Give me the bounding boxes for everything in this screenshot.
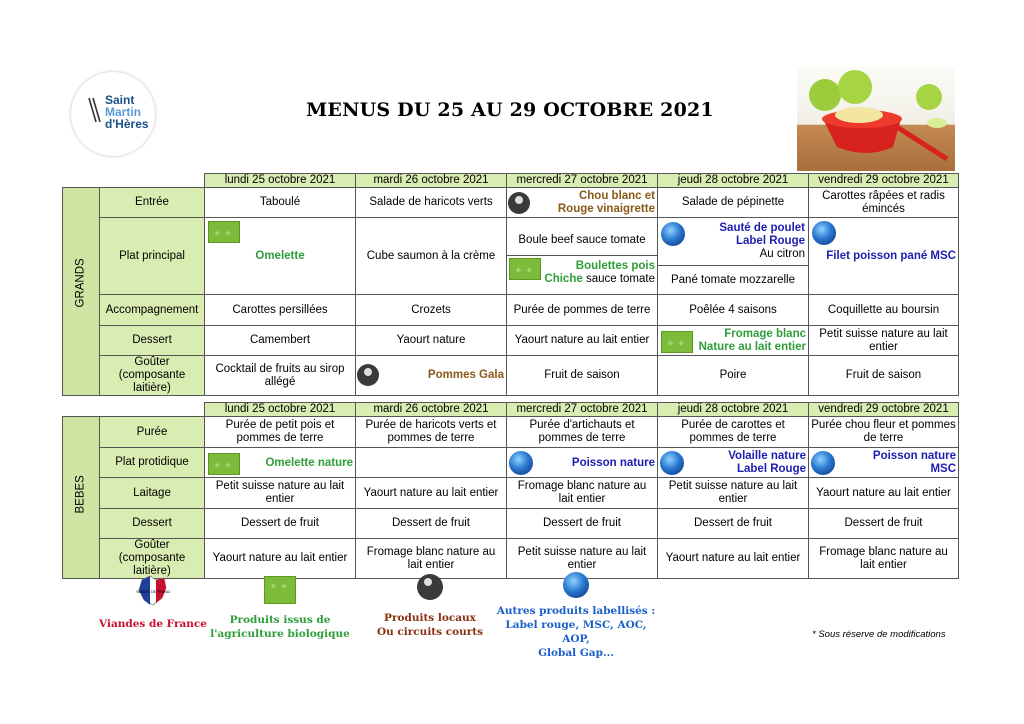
menu-cell — [658, 448, 809, 478]
grands-plat-row — [63, 218, 959, 295]
menu-cell: Fromage blanc nature au lait entier — [507, 478, 658, 509]
organic-label-icon — [661, 331, 693, 353]
day-header: mardi 26 octobre 2021 — [356, 174, 507, 188]
menu-cell: Purée de petit pois et pommes de terre — [205, 417, 356, 448]
menu-cell: Yaourt nature au lait entier — [507, 326, 658, 356]
bebes-laitage-row — [63, 478, 959, 509]
day-header: jeudi 28 octobre 2021 — [658, 403, 809, 417]
menu-item-text: Nature au lait entier — [698, 340, 806, 353]
menu-cell — [658, 326, 809, 356]
menu-cell: Purée d'artichauts et pommes de terre — [507, 417, 658, 448]
day-header: vendredi 29 octobre 2021 — [809, 403, 959, 417]
legend-text: Label rouge, MSC, AOC, AOP, — [505, 619, 647, 645]
menu-cell: Fromage blanc nature au lait entier — [809, 539, 959, 579]
label-quality-icon — [660, 451, 684, 475]
menu-cell: Poêlée 4 saisons — [658, 295, 809, 326]
menu-cell: Carottes persillées — [205, 295, 356, 326]
organic-label-icon — [208, 453, 240, 475]
label-quality-icon — [812, 221, 836, 245]
menu-cell: Fruit de saison — [507, 356, 658, 396]
menu-cell — [809, 218, 959, 295]
menu-cell — [658, 218, 809, 295]
row-label — [100, 539, 205, 579]
menu-cell: Yaourt nature au lait entier — [809, 478, 959, 509]
menu-cell: Dessert de fruit — [205, 509, 356, 539]
menu-cell: Cube saumon à la crème — [356, 218, 507, 295]
row-label: Dessert — [100, 509, 205, 539]
menu-item-text: MSC — [930, 462, 956, 475]
menu-subcell — [507, 255, 657, 295]
label-quality-icon — [509, 451, 533, 475]
page-title: MENUS DU 25 AU 29 OCTOBRE 2021 — [306, 99, 714, 121]
menu-cell: Camembert — [205, 326, 356, 356]
menu-item-text: Boule beef sauce tomate — [518, 233, 646, 246]
logo-stripes-icon — [88, 96, 102, 124]
legend-text: Produits issus de — [229, 614, 331, 626]
menu-cell: Yaourt nature au lait entier — [356, 478, 507, 509]
menu-cell — [507, 188, 658, 218]
apple-photo — [797, 67, 955, 171]
menu-cell — [205, 218, 356, 295]
legend-organic — [210, 576, 350, 641]
day-header: vendredi 29 octobre 2021 — [809, 174, 959, 188]
section-text: GRANDS — [74, 258, 87, 308]
menu-item-text: Omelette — [255, 249, 305, 262]
day-header: mercredi 27 octobre 2021 — [507, 403, 658, 417]
menu-cell: Purée de carottes et pommes de terre — [658, 417, 809, 448]
row-label-line: Goûter — [134, 356, 170, 368]
menu-cell — [205, 448, 356, 478]
menu-cell: Purée de pommes de terre — [507, 295, 658, 326]
menu-item-text: Chiche — [544, 272, 583, 285]
row-label-line: (composante laitière) — [118, 369, 186, 394]
organic-label-icon — [509, 258, 541, 280]
menu-item-text: Sauté de poulet — [719, 221, 805, 234]
day-header: lundi 25 octobre 2021 — [205, 174, 356, 188]
menu-cell: Dessert de fruit — [809, 509, 959, 539]
local-product-icon — [508, 192, 530, 214]
menu-item-text: Poisson nature — [571, 456, 655, 469]
legend-viandes-de-france — [98, 574, 208, 631]
menu-cell: Dessert de fruit — [507, 509, 658, 539]
grands-entree-row — [63, 188, 959, 218]
menu-cell — [356, 448, 507, 478]
day-header: mardi 26 octobre 2021 — [356, 403, 507, 417]
row-label: Plat principal — [100, 218, 205, 295]
menu-cell: Petit suisse nature au lait entier — [205, 478, 356, 509]
menu-cell: Salade de pépinette — [658, 188, 809, 218]
bebes-plat-row — [63, 448, 959, 478]
legend-text: Ou circuits courts — [376, 626, 484, 638]
menu-cell: Fruit de saison — [809, 356, 959, 396]
row-label: Dessert — [100, 326, 205, 356]
menu-cell: Dessert de fruit — [658, 509, 809, 539]
menu-item-text: Volaille nature — [728, 449, 806, 462]
organic-label-icon — [264, 576, 296, 604]
local-product-icon — [357, 364, 379, 386]
bebes-dessert-row — [63, 509, 959, 539]
legend-local — [360, 574, 500, 639]
menu-cell: Crozets — [356, 295, 507, 326]
menu-subcell: Pané tomate mozzarelle — [658, 265, 808, 295]
logo-text — [105, 94, 149, 130]
vf-logo-text: VIANDES DE FRANCE — [136, 590, 170, 594]
row-label — [100, 356, 205, 396]
menu-cell: Carottes râpées et radis émincés — [809, 188, 959, 218]
grands-dessert-row — [63, 326, 959, 356]
menu-cell: Poire — [658, 356, 809, 396]
day-header: jeudi 28 octobre 2021 — [658, 174, 809, 188]
day-header: lundi 25 octobre 2021 — [205, 403, 356, 417]
menu-item-text: Poisson nature — [872, 449, 956, 462]
menu-item-text: Pommes Gala — [427, 369, 504, 381]
row-label: Purée — [100, 417, 205, 448]
menu-cell: Petit suisse nature au lait entier — [809, 326, 959, 356]
grands-gouter-row — [63, 356, 959, 396]
legend-text: Viandes de France — [99, 618, 207, 630]
bebes-puree-row — [63, 417, 959, 448]
menu-item-text: Label Rouge — [736, 462, 806, 475]
legend-text: l'agriculture biologique — [210, 628, 350, 640]
grands-accompagnement-row — [63, 295, 959, 326]
bebes-day-header-row — [63, 403, 959, 417]
menu-cell — [809, 448, 959, 478]
menu-cell: Taboulé — [205, 188, 356, 218]
grands-menu-table — [62, 173, 959, 396]
label-quality-icon — [811, 451, 835, 475]
legend-labels — [496, 572, 656, 660]
menu-item-text: sauce tomate — [585, 272, 655, 285]
label-quality-icon — [661, 222, 685, 246]
menu-cell: Purée de haricots verts et pommes de terre — [356, 417, 507, 448]
menu-item-text: Filet poisson pané MSC — [826, 249, 956, 262]
menu-item-text: Boulettes pois — [575, 259, 655, 272]
row-label-line: Goûter — [134, 539, 170, 551]
menu-item-text: Chou blanc et — [578, 189, 655, 202]
section-label-grands — [63, 188, 100, 396]
menu-cell: Salade de haricots verts — [356, 188, 507, 218]
logo-line-martin: Martin — [105, 105, 141, 119]
logo-line-saint: Saint — [105, 93, 135, 107]
menu-item-text: Fromage blanc — [724, 327, 806, 340]
section-text: BEBES — [74, 475, 87, 514]
menu-item-text: Au citron — [759, 247, 805, 260]
menu-cell: Petit suisse nature au lait entier — [507, 539, 658, 579]
row-label: Plat protidique — [100, 448, 205, 478]
bebes-menu-table — [62, 402, 959, 579]
menu-cell: Dessert de fruit — [356, 509, 507, 539]
local-product-icon — [417, 574, 443, 600]
menu-cell — [356, 356, 507, 396]
menu-item-text: Rouge vinaigrette — [557, 202, 655, 215]
menu-cell: Coquillette au boursin — [809, 295, 959, 326]
row-label: Entrée — [100, 188, 205, 218]
menu-cell: Yaourt nature — [356, 326, 507, 356]
menu-item-text: Label Rouge — [735, 234, 805, 247]
row-label: Accompagnement — [100, 295, 205, 326]
menu-item-text: Omelette nature — [265, 456, 353, 469]
apple-bowl-illustration — [797, 67, 955, 171]
logo-line-heres: d'Hères — [105, 117, 149, 131]
label-quality-icon — [563, 572, 589, 598]
viandes-de-france-icon — [136, 574, 170, 608]
legend-text: Autres produits labellisés : — [496, 605, 656, 617]
menu-cell: Fromage blanc nature au lait entier — [356, 539, 507, 579]
menu-cell: Cocktail de fruits au sirop allégé — [205, 356, 356, 396]
menu-cell — [507, 448, 658, 478]
menu-cell: Yaourt nature au lait entier — [205, 539, 356, 579]
row-label-line: (composante laitière) — [118, 552, 186, 577]
grands-day-header-row — [63, 174, 959, 188]
city-logo — [71, 72, 155, 156]
menu-cell — [507, 218, 658, 295]
footnote: * Sous réserve de modifications — [812, 629, 946, 640]
menu-cell: Yaourt nature au lait entier — [658, 539, 809, 579]
menu-cell: Purée chou fleur et pommes de terre — [809, 417, 959, 448]
section-label-bebes — [63, 417, 100, 579]
organic-label-icon — [208, 221, 240, 243]
legend-text: Produits locaux — [384, 612, 476, 624]
legend-text: Global Gap... — [538, 647, 614, 659]
day-header: mercredi 27 octobre 2021 — [507, 174, 658, 188]
row-label: Laitage — [100, 478, 205, 509]
menu-cell: Petit suisse nature au lait entier — [658, 478, 809, 509]
